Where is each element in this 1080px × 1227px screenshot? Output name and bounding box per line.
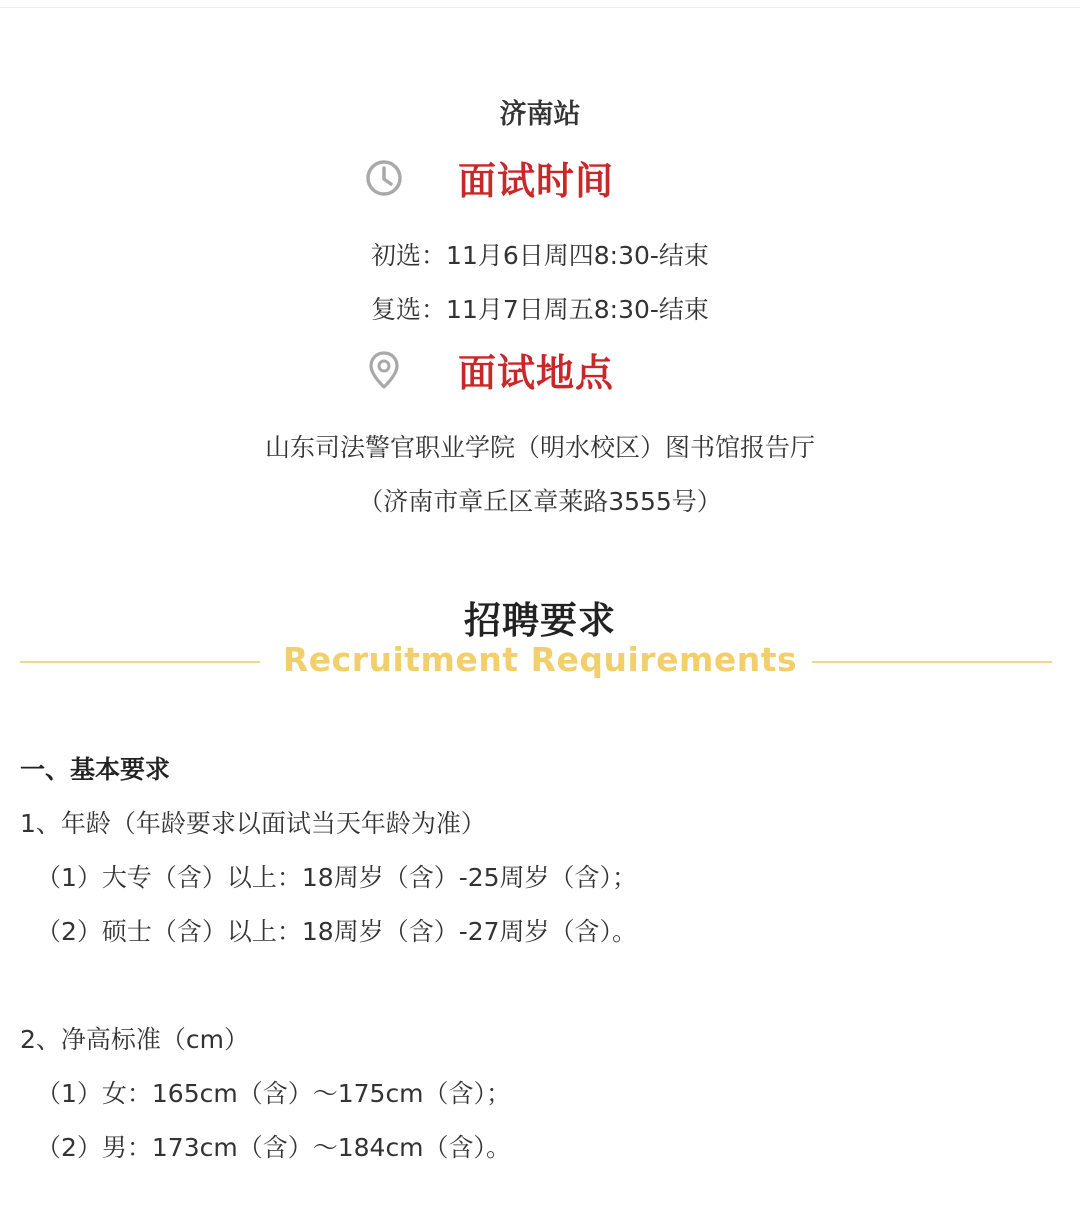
height-item: （2）男：173cm（含）～184cm（含）。 [36,1133,512,1162]
height-heading: 2、净高标准（cm） [20,1025,250,1054]
interview-place-heading: 面试地点 [458,351,615,395]
requirements-title: 招聘要求 [464,599,616,642]
age-heading: 1、年龄（年龄要求以面试当天年龄为准） [20,809,486,838]
requirements-subtitle-row [0,640,1080,684]
age-item: （2）硕士（含）以上：18周岁（含）-27周岁（含）。 [36,917,638,946]
interview-time-heading-row [0,150,1080,210]
right-divider [812,661,1052,663]
clock-icon [362,156,406,200]
location-pin-icon [362,348,406,392]
station-title: 济南站 [499,99,581,130]
venue-name: 山东司法警官职业学院（明水校区）图书馆报告厅 [264,433,815,462]
venue-address: （济南市章丘区章莱路3555号） [358,487,722,516]
height-item: （1）女：165cm（含）～175cm（含）； [36,1079,512,1108]
requirements-subtitle: Recruitment Requirements [282,640,798,679]
top-divider [0,7,1080,8]
interview-place-heading-row [0,342,1080,402]
first-round-time: 初选：11月6日周四8:30-结束 [371,241,709,270]
basic-requirements-heading: 一、基本要求 [20,755,171,784]
interview-time-heading: 面试时间 [458,159,615,203]
age-item: （1）大专（含）以上：18周岁（含）-25周岁（含）； [36,863,638,892]
second-round-time: 复选：11月7日周五8:30-结束 [371,295,709,324]
